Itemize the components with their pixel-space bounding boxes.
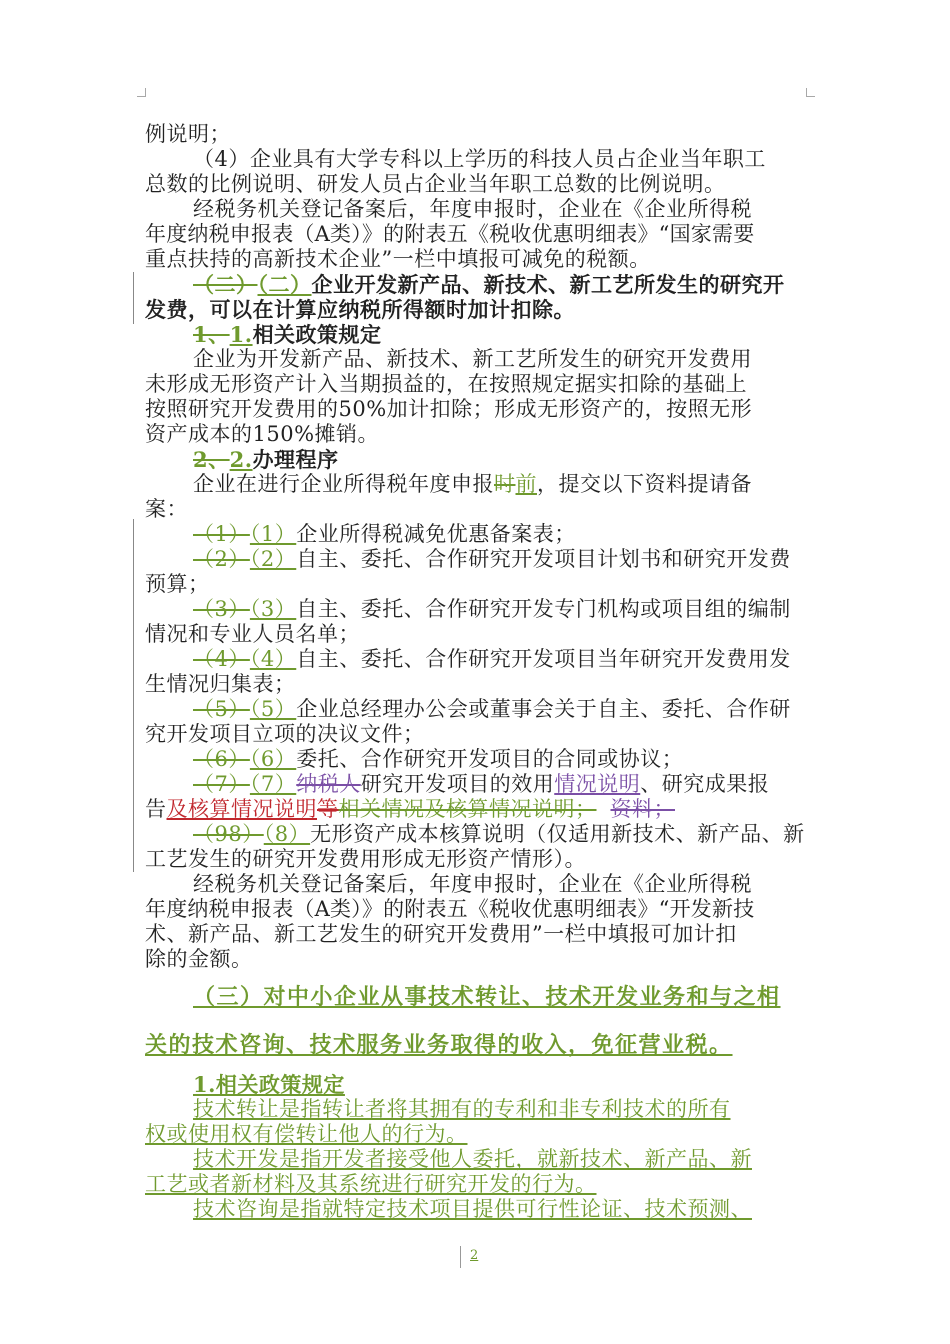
text-run: 告 [145, 797, 167, 821]
text-line [145, 472, 858, 497]
inserted-text: 及核算情况说明 [166, 797, 317, 821]
deleted-text: 纳税人 [296, 772, 361, 796]
heading-text: 企业开发新产品、新技术、新工艺所发生的研究开 [311, 272, 785, 297]
page-number: 2 [470, 1248, 479, 1263]
inserted-text: （6） [249, 747, 297, 771]
list-item-text: 无形资产成本核算说明（仅适用新技术、新产品、新 [310, 822, 805, 846]
text-line: 预算； [145, 572, 210, 596]
text-line: 技术转让是指转让者将其拥有的专利和非专利技术的所有 [193, 1097, 731, 1121]
text-line: 情况和专业人员名单； [145, 622, 360, 646]
deleted-text: 相关情况及核算情况说明； [338, 797, 597, 821]
list-item-text: 自主、委托、合作研究开发项目当年研究开发费用发 [296, 647, 791, 671]
text-line: 权或使用权有偿转让他人的行为。 [145, 1122, 468, 1146]
deleted-text: （二） [193, 272, 258, 297]
inserted-text: （二） [257, 272, 312, 297]
list-item [145, 772, 858, 797]
inserted-text: 情况说明 [554, 772, 641, 796]
list-item-text: 研究开发项目的效用 [360, 772, 555, 796]
deleted-text: 2、 [193, 447, 230, 472]
text-line: 未形成无形资产计入当期损益的，在按照规定据实扣除的基础上 [145, 372, 747, 396]
change-bar [133, 597, 134, 647]
list-item-text: 企业总经理办公会或董事会关于自主、委托、合作研 [296, 697, 791, 721]
section-heading-cont: 关的技术咨询、技术服务业务取得的收入，免征营业税。 [145, 1032, 733, 1058]
deleted-text: （1） [193, 522, 250, 546]
inserted-text: 1. [229, 322, 253, 347]
text-line: 经税务机关登记备案后，年度申报时，企业在《企业所得税 [193, 872, 752, 896]
text-line: 工艺或者新材料及其系统进行研究开发的行为。 [145, 1172, 597, 1196]
list-item [145, 522, 858, 547]
subheading [145, 447, 858, 472]
deleted-text: （4） [193, 647, 250, 671]
text-line [145, 797, 810, 822]
list-item [145, 822, 858, 847]
list-item [145, 747, 858, 772]
deleted-text: 等 [317, 797, 339, 821]
text-line: 资产成本的150%摊销。 [145, 422, 380, 446]
text-line: 年度纳税申报表（A类）》的附表五《税收优惠明细表》“开发新技 [145, 897, 755, 921]
subheading [145, 322, 858, 347]
subheading-text: 办理程序 [252, 447, 339, 472]
inserted-text: （3） [249, 597, 297, 621]
change-bar [133, 822, 134, 872]
text-line: 技术咨询是指就特定技术项目提供可行性论证、技术预测、 [193, 1197, 752, 1221]
list-item-text: 自主、委托、合作研究开发项目计划书和研究开发费 [296, 547, 791, 571]
change-bar [133, 772, 134, 822]
text-line: 年度纳税申报表（A类）》的附表五《税收优惠明细表》“国家需要 [145, 222, 755, 246]
text-run: 企业在进行企业所得税年度申报 [193, 472, 494, 496]
change-bar [133, 747, 134, 772]
list-item [145, 697, 858, 722]
list-item-text: 委托、合作研究开发项目的合同或协议； [296, 747, 684, 771]
text-line: 企业为开发新产品、新技术、新工艺所发生的研究开发费用 [193, 347, 752, 371]
crop-mark-top-left [137, 88, 146, 97]
change-bar [133, 519, 134, 547]
change-bar [133, 647, 134, 697]
text-line: 技术开发是指开发者接受他人委托，就新技术、新产品、新 [193, 1147, 752, 1171]
inserted-text: （7） [249, 772, 297, 796]
deleted-text: （5） [193, 697, 250, 721]
subheading-text: 相关政策规定 [252, 322, 382, 347]
text-line: 总数的比例说明、研发人员占企业当年职工总数的比例说明。 [145, 172, 726, 196]
text-line: 究开发项目立项的决议文件； [145, 722, 425, 746]
inserted-text: （5） [249, 697, 297, 721]
text-line: 重点扶持的高新技术企业”一栏中填报可减免的税额。 [145, 247, 651, 271]
text-line: 经税务机关登记备案后，年度申报时，企业在《企业所得税 [193, 197, 752, 221]
section-heading [145, 272, 858, 297]
deleted-text: （3） [193, 597, 250, 621]
list-item-text: 自主、委托、合作研究开发专门机构或项目组的编制 [296, 597, 791, 621]
text-run: ，提交以下资料提请备 [537, 472, 752, 496]
list-item [145, 547, 858, 572]
inserted-text: （1） [249, 522, 297, 546]
list-item-text: 企业所得税减免优惠备案表； [296, 522, 576, 546]
text-line: （4）企业具有大学专科以上学历的科技人员占企业当年职工 [193, 147, 766, 171]
section-heading: （三）对中小企业从事技术转让、技术开发业务和与之相 [193, 984, 781, 1010]
list-item [145, 597, 858, 622]
text-line: 除的金额。 [145, 947, 253, 971]
deleted-text: （2） [193, 547, 250, 571]
inserted-text: （4） [249, 647, 297, 671]
inserted-text: 2. [229, 447, 253, 472]
inserted-text: 前 [515, 472, 537, 496]
deleted-text: 1、 [193, 322, 230, 347]
list-item-text: 、研究成果报 [640, 772, 770, 796]
deleted-text: （6） [193, 747, 250, 771]
text-line: 按照研究开发费用的50%加计扣除；形成无形资产的，按照无形 [145, 397, 753, 421]
text-line: 例说明； [145, 122, 231, 146]
section-heading-cont: 发费，可以在计算应纳税所得额时加计扣除。 [145, 297, 575, 322]
text-line: 工艺发生的研究开发费用形成无形资产情形）。 [145, 847, 586, 871]
list-item [145, 647, 858, 672]
deleted-text: （98） [193, 822, 264, 846]
deleted-text: 时 [494, 472, 516, 496]
change-bar [133, 272, 134, 324]
change-bar [133, 697, 134, 747]
deleted-text: 资料； [610, 797, 675, 821]
text-line: 案： [145, 497, 188, 521]
text-line: 术、新产品、新工艺发生的研究开发费用”一栏中填报可加计扣 [145, 922, 737, 946]
change-bar [133, 547, 134, 597]
footer-divider [460, 1246, 461, 1268]
inserted-text: （2） [249, 547, 297, 571]
crop-mark-top-right [806, 88, 815, 97]
subheading: 1.相关政策规定 [193, 1072, 345, 1097]
text-line: 生情况归集表； [145, 672, 296, 696]
deleted-text: （7） [193, 772, 250, 796]
inserted-text: （8） [263, 822, 311, 846]
